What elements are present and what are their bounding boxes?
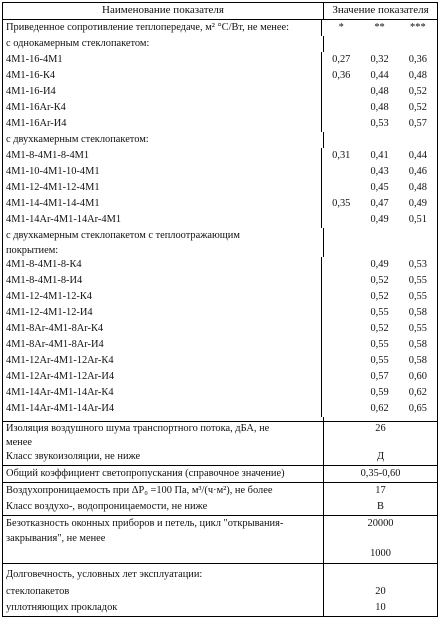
value-cell: 0,49 [370,214,389,225]
value-cell: 0,55 [408,291,427,302]
value-cell: 0,55 [370,339,389,350]
value-cell: 0,60 [408,371,427,382]
value-cell [322,212,360,228]
value-cell: 0,43 [370,166,389,177]
glazing-row [3,321,437,337]
value-cell: 0,35 [332,198,351,209]
devices-section [3,516,437,564]
glazing-row [3,369,437,385]
devices-label: Безотказность оконных приборов и петель, цикл "открывания- [3,516,324,532]
value-cell: * [338,22,344,33]
value-cell: 0,53 [370,118,389,129]
value-cell: 0,49 [408,198,427,209]
value-cell: 0,32 [370,54,389,65]
light-section [3,466,437,483]
table-header [3,3,437,20]
value-cell: 0,58 [408,307,427,318]
glazing-row-label: 4М1-14-4М1-14-4М1 [3,196,322,212]
value-cell [322,289,360,305]
glazing-row-label: 4М1-10-4М1-10-4М1 [3,164,322,180]
air-class-value: В [377,501,384,512]
value-cell: 0,52 [370,323,389,334]
longevity-row-label: стеклопакетов [3,584,324,600]
value-cell [322,385,360,401]
glazing-row-label: 4М1-14Ar-4М1-14Ar-И4 [3,401,322,417]
glazing-row [3,273,437,289]
value-cell [322,180,360,196]
value-cell [322,100,360,116]
noise-section [3,422,437,466]
glazing-row [3,68,437,84]
glazing-row-label: 4М1-12-4М1-12-4М1 [3,180,322,196]
glazing-row-label: 4М1-12-4М1-12-К4 [3,289,322,305]
glazing-row-label: 4М1-8-4М1-8-К4 [3,257,322,273]
value-cell: 0,53 [408,259,427,270]
value-cell [322,273,360,289]
glazing-row [3,257,437,273]
thermal-resistance-section [3,20,437,422]
devices-label-cont: закрывания", не менее [3,532,324,545]
value-cell: 0,58 [408,355,427,366]
value-cell [322,305,360,321]
value-cell: 0,55 [408,275,427,286]
glazing-row-label: 4М1-16-И4 [3,84,322,100]
value-cell: 0,58 [408,339,427,350]
glazing-row [3,164,437,180]
sound-class-value: Д [376,451,385,462]
glazing-row [3,196,437,212]
glazing-row-label: 4М1-14Ar-4М1-14Ar-К4 [3,385,322,401]
glazing-row [3,305,437,321]
noise-label: Изоляция воздушного шума транспортного потока, дБА, не [3,422,324,436]
value-cell: 0,52 [370,291,389,302]
value-cell [322,84,360,100]
air-section [3,483,437,516]
glazing-row [3,353,437,369]
glazing-row-label: 4М1-16-К4 [3,68,322,84]
glazing-row-label: 4М1-8Ar-4М1-8Ar-К4 [3,321,322,337]
glazing-row-label: 4М1-12Ar-4М1-12Ar-К4 [3,353,322,369]
spec-table [2,2,438,617]
value-cell: 0,59 [370,387,389,398]
longevity-row-label: уплотняющих прокладок [3,600,324,616]
value-cell [322,164,360,180]
value-cell [322,321,360,337]
sound-class-label: Класс звукоизоляции, не ниже [3,449,324,465]
value-cell: 0,36 [332,70,351,81]
value-cell: 0,52 [370,275,389,286]
value-cell: 0,27 [332,54,351,65]
glazing-row-label: 4М1-8-4М1-8-И4 [3,273,322,289]
value-cell [322,116,360,132]
value-cell: 0,52 [408,102,427,113]
value-cell: 0,36 [408,54,427,65]
value-cell: 0,44 [370,70,389,81]
glazing-row [3,52,437,68]
value-cell: *** [410,22,426,33]
glazing-row-label: 4М1-8Ar-4М1-8Ar-И4 [3,337,322,353]
value-cell: 0,45 [370,182,389,193]
glazing-row-label: 4М1-14Ar-4М1-14Ar-4М1 [3,212,322,228]
glazing-row-label: 4М1-12Ar-4М1-12Ar-И4 [3,369,322,385]
longevity-title: Долговечность, условных лет эксплуатации: [3,564,324,584]
glazing-row [3,337,437,353]
value-cell: 0,41 [370,150,389,161]
glazing-row-label: 4М1-16Ar-К4 [3,100,322,116]
value-cell [322,337,360,353]
glazing-row [3,212,437,228]
value-cell: 0,57 [408,118,427,129]
value-cell: 0,62 [370,403,389,414]
glazing-row-label: 4М1-8-4М1-8-4М1 [3,148,322,164]
air-class-label: Класс воздухо-, водопроницаемости, не ниже [3,499,324,515]
value-cell: 0,48 [408,182,427,193]
value-cell: 0,52 [408,86,427,97]
thermal-title: Приведенное сопротивление теплопередаче, м² °С/Вт, не менее: [3,20,322,36]
value-cell: 0,51 [408,214,427,225]
devices-value-1: 20000 [367,518,394,529]
value-cell: 0,65 [408,403,427,414]
light-value: 0,35-0,60 [360,468,401,479]
value-cell: 0,44 [408,150,427,161]
value-cell: 0,46 [408,166,427,177]
longevity-row-value: 20 [375,586,386,597]
group-title-cont: покрытием: [3,244,324,257]
group-title: с двухкамерным стеклопакетом: [3,132,324,148]
glazing-row [3,100,437,116]
value-cell: 0,48 [370,102,389,113]
glazing-row [3,289,437,305]
group-title: с двухкамерным стеклопакетом с теплоотражающим [3,228,324,244]
value-cell [322,257,360,273]
noise-label-cont: менее [3,436,324,449]
value-cell: 0,57 [370,371,389,382]
glazing-row [3,148,437,164]
value-cell: 0,55 [370,307,389,318]
glazing-row-label: 4М1-16-4М1 [3,52,322,68]
glazing-row [3,84,437,100]
value-cell: 0,48 [370,86,389,97]
header-name: Наименование показателя [3,3,324,19]
air-value: 17 [375,485,386,496]
group-title: с однокамерным стеклопакетом: [3,36,324,52]
glazing-row-label: 4М1-12-4М1-12-И4 [3,305,322,321]
header-value: Значение показателя [332,4,429,16]
glazing-row [3,385,437,401]
value-cell: 0,31 [332,150,351,161]
value-cell: 0,55 [408,323,427,334]
value-cell: 0,49 [370,259,389,270]
glazing-row [3,401,437,417]
air-label: Воздухопроницаемость при ΔP₀ =100 Па, м³/(ч·м²), не более [3,483,324,499]
value-cell [322,401,360,417]
glazing-row [3,116,437,132]
light-label: Общий коэффициент светопропускания (справочное значение) [3,466,324,482]
value-cell: 0,48 [408,70,427,81]
devices-value-2: 1000 [370,548,391,559]
longevity-row-value: 10 [375,602,386,613]
glazing-row [3,180,437,196]
value-cell: 0,62 [408,387,427,398]
value-cell [322,353,360,369]
value-cell: 0,55 [370,355,389,366]
value-cell [322,369,360,385]
value-cell: ** [374,22,385,33]
longevity-section [3,564,437,616]
value-cell: 0,47 [370,198,389,209]
noise-value: 26 [375,423,386,434]
glazing-row-label: 4М1-16Ar-И4 [3,116,322,132]
